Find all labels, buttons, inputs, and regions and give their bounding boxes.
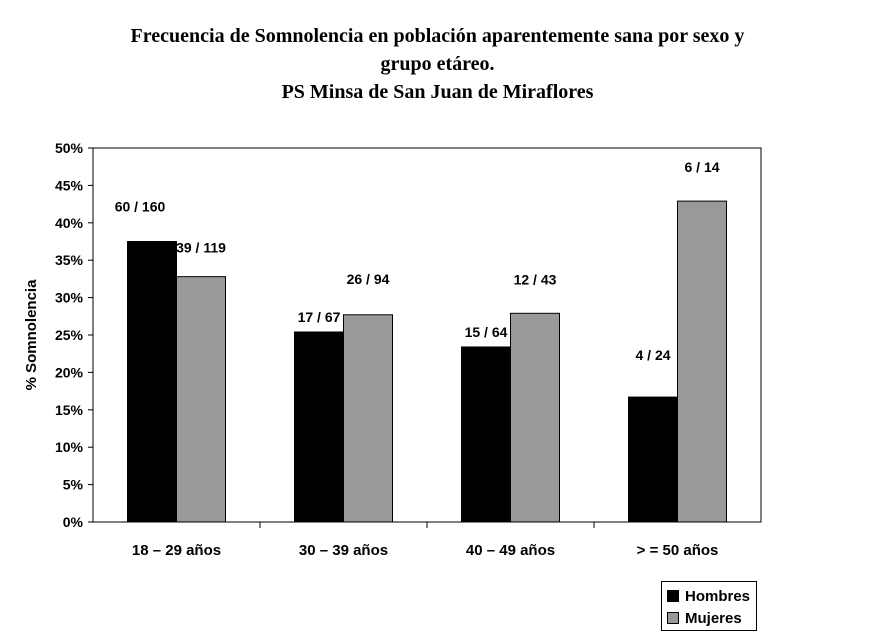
x-tick-label: 40 – 49 años bbox=[465, 542, 556, 559]
y-tick-label: 30% bbox=[54, 289, 83, 306]
data-label-mujeres-1: 26 / 94 bbox=[346, 270, 390, 287]
y-tick-label: 25% bbox=[54, 327, 83, 343]
bar-hombres-2 bbox=[462, 347, 511, 522]
data-label-hombres-0: 60 / 160 bbox=[114, 198, 166, 215]
bar-hombres-3 bbox=[629, 397, 678, 522]
data-label-mujeres-0: 39 / 119 bbox=[176, 239, 226, 256]
data-label-hombres-2: 15 / 64 bbox=[464, 323, 508, 340]
legend-label-mujeres: Mujeres bbox=[685, 609, 742, 627]
legend-label-hombres: Hombres bbox=[685, 587, 751, 605]
x-axis bbox=[132, 522, 718, 559]
data-label-hombres-3: 4 / 24 bbox=[635, 347, 671, 364]
bar-mujeres-3 bbox=[678, 201, 727, 522]
x-tick-label: > = 50 años bbox=[636, 542, 719, 559]
y-tick-label: 50% bbox=[54, 140, 83, 156]
bar-hombres-1 bbox=[295, 332, 344, 522]
x-tick-label: 30 – 39 años bbox=[298, 542, 389, 559]
y-tick-label: 5% bbox=[62, 476, 83, 493]
legend-item-hombres bbox=[667, 586, 750, 606]
bar-mujeres-0 bbox=[177, 277, 226, 522]
legend bbox=[661, 581, 757, 631]
y-tick-label: 0% bbox=[62, 514, 83, 530]
bar-mujeres-1 bbox=[344, 315, 393, 522]
y-tick-label: 20% bbox=[54, 364, 83, 381]
bar-mujeres-2 bbox=[511, 313, 560, 522]
chart-title-line-1: Frecuencia de Somnolencia en población aparentemente sana por sexo y bbox=[130, 25, 745, 47]
y-tick-label: 35% bbox=[54, 252, 83, 269]
data-label-hombres-1: 17 / 67 bbox=[297, 309, 341, 326]
chart-title-line-2: grupo etáreo. bbox=[380, 53, 495, 75]
legend-swatch-mujeres bbox=[667, 612, 679, 624]
y-tick-label: 45% bbox=[54, 177, 83, 194]
legend-swatch-hombres bbox=[667, 590, 679, 602]
y-axis-label: % Somnolencia bbox=[23, 279, 40, 391]
y-tick-label: 40% bbox=[54, 214, 83, 231]
legend-item-mujeres bbox=[667, 608, 742, 628]
y-axis bbox=[55, 140, 93, 530]
data-label-mujeres-2: 12 / 43 bbox=[513, 271, 557, 288]
data-label-mujeres-3: 6 / 14 bbox=[684, 159, 720, 176]
y-tick-label: 10% bbox=[54, 439, 83, 456]
bar-hombres-0 bbox=[128, 242, 177, 523]
chart-title-line-3: PS Minsa de San Juan de Miraflores bbox=[281, 81, 594, 103]
x-tick-label: 18 – 29 años bbox=[131, 542, 222, 559]
y-tick-label: 15% bbox=[54, 401, 83, 418]
